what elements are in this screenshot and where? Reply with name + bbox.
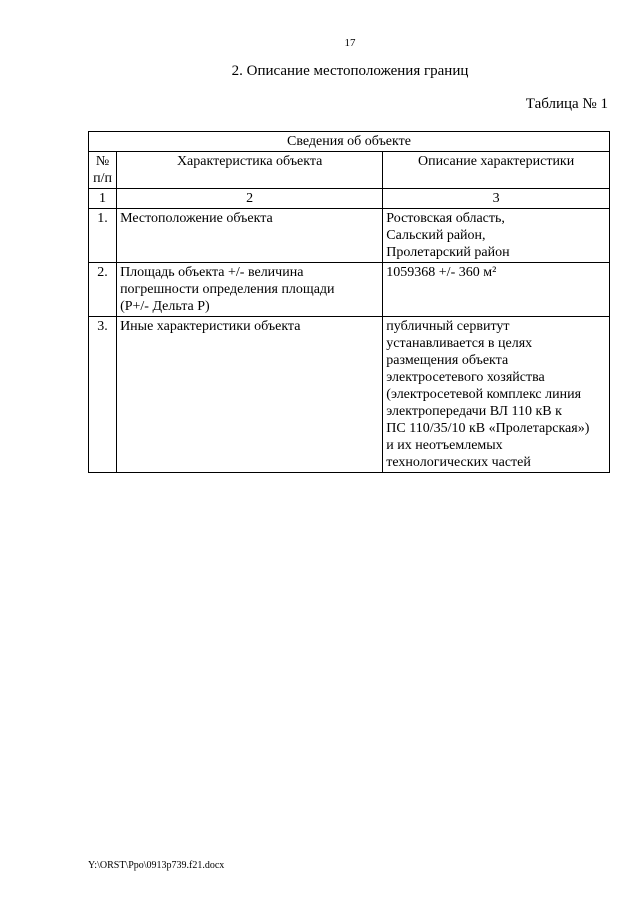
text-line: ПС 110/35/10 кВ «Пролетарская») — [386, 421, 590, 436]
row-num: 2. — [89, 263, 117, 317]
text-line: (электросетевой комплекс линия — [386, 387, 582, 402]
row-description — [383, 209, 610, 263]
section-title: 2. Описание местоположения границ — [231, 63, 469, 79]
text-line: размещения объекта — [386, 353, 509, 368]
header-description: Описание характеристики — [383, 152, 610, 189]
text-line: Площадь объекта +/- величина — [120, 265, 304, 280]
header-num-line2: п/п — [93, 171, 112, 186]
row-num: 1. — [89, 209, 117, 263]
header-characteristic: Характеристика объекта — [117, 152, 383, 189]
column-number: 1 — [89, 189, 117, 209]
table-header-row — [89, 152, 610, 189]
text-line: и их неотъемлемых — [386, 438, 503, 453]
header-num — [89, 152, 117, 189]
row-description — [383, 317, 610, 473]
row-characteristic — [117, 317, 383, 473]
header-num-line1: № — [95, 154, 110, 169]
text-line: Ростовская область, — [386, 211, 505, 226]
text-line: электросетевого хозяйства — [386, 370, 545, 385]
text-line: Пролетарский район — [386, 245, 510, 260]
text-line: (Р+/- Дельта Р) — [120, 299, 210, 314]
column-number-row — [89, 189, 610, 209]
column-number: 2 — [117, 189, 383, 209]
table-caption: Сведения об объекте — [89, 132, 610, 152]
row-num: 3. — [89, 317, 117, 473]
column-number: 3 — [383, 189, 610, 209]
text-line: погрешности определения площади — [120, 282, 335, 297]
table-label: Таблица № 1 — [525, 96, 608, 112]
text-line: Иные характеристики объекта — [120, 319, 301, 334]
row-characteristic — [117, 209, 383, 263]
text-line: устанавливается в целях — [386, 336, 533, 351]
table-row — [89, 263, 610, 317]
page-number: 17 — [344, 37, 356, 49]
row-characteristic — [117, 263, 383, 317]
text-line: публичный сервитут — [386, 319, 510, 334]
row-description — [383, 263, 610, 317]
text-line: 1059368 +/- 360 м² — [386, 265, 497, 280]
table-row — [89, 209, 610, 263]
table-row — [89, 317, 610, 473]
text-line: технологических частей — [386, 455, 531, 470]
text-line: Сальский район, — [386, 228, 486, 243]
table-caption-row — [89, 132, 610, 152]
text-line: Местоположение объекта — [120, 211, 273, 226]
object-info-table — [88, 131, 610, 473]
text-line: электропередачи ВЛ 110 кВ к — [386, 404, 562, 419]
footer-file-path: Y:\ORST\Ppo\0913p739.f21.docx — [88, 860, 225, 871]
